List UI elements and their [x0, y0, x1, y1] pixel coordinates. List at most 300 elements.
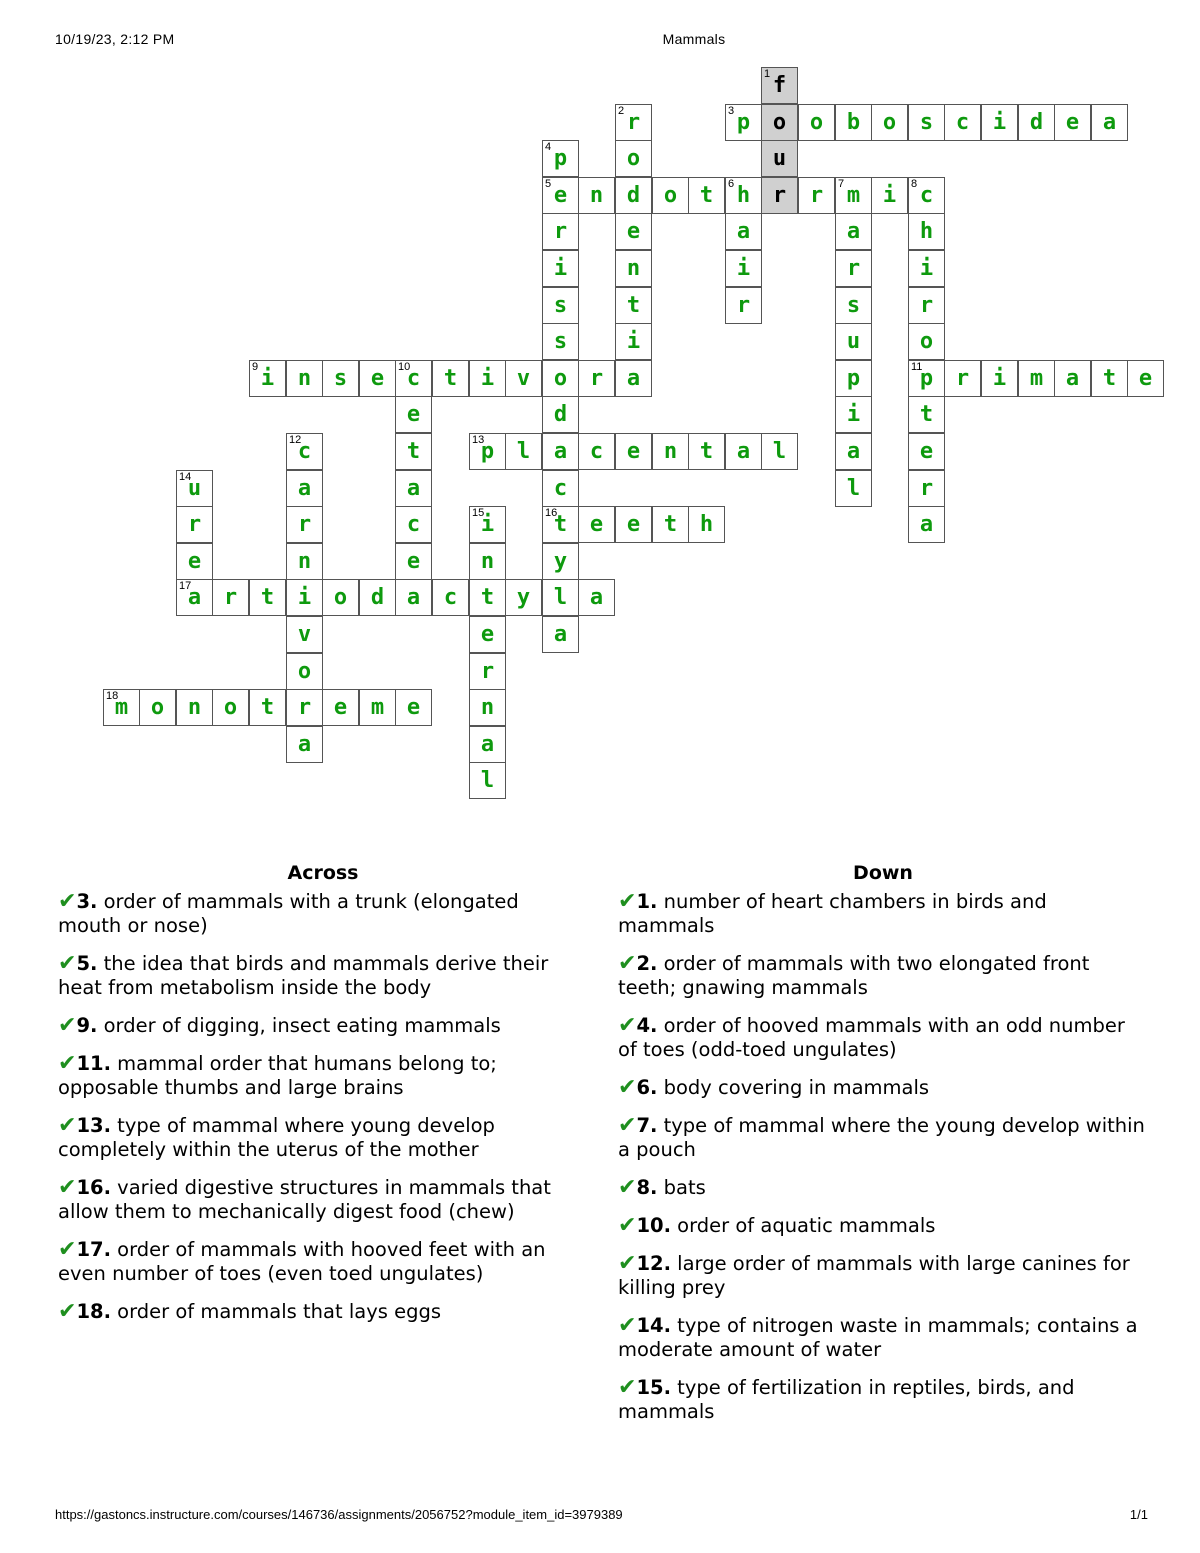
- clue-text: body covering in mammals: [657, 1076, 930, 1099]
- clue-number: 10: [398, 361, 411, 373]
- crossword-cell[interactable]: [542, 506, 579, 543]
- crossword-cell[interactable]: [212, 579, 249, 616]
- down-clue[interactable]: [618, 1014, 1148, 1062]
- clue-number: 18: [106, 690, 119, 702]
- cell-letter: i: [480, 512, 495, 537]
- across-clue[interactable]: [58, 1300, 588, 1324]
- crossword-cell[interactable]: [469, 726, 506, 763]
- across-clue[interactable]: [58, 952, 588, 1000]
- clue-number: 8.: [636, 1176, 658, 1199]
- cell-letter: r: [297, 512, 312, 537]
- crossword-cell[interactable]: [395, 506, 432, 543]
- check-icon: ✔: [618, 1313, 637, 1338]
- cell-letter: a: [846, 439, 861, 464]
- check-icon: ✔: [58, 1175, 77, 1200]
- crossword-cell[interactable]: [542, 287, 579, 324]
- crossword-cell[interactable]: [835, 396, 872, 433]
- down-clues: [618, 862, 1148, 1438]
- across-clue[interactable]: [58, 1114, 588, 1162]
- print-datetime: 10/19/23, 2:12 PM: [55, 31, 175, 47]
- crossword-cell[interactable]: [176, 506, 213, 543]
- cell-letter: i: [626, 329, 641, 354]
- cell-letter: u: [846, 329, 861, 354]
- clue-number: 5: [545, 178, 552, 190]
- crossword-cell[interactable]: [615, 506, 652, 543]
- cell-letter: r: [223, 585, 238, 610]
- crossword-cell[interactable]: [615, 104, 652, 141]
- crossword-cell[interactable]: [322, 360, 359, 397]
- cell-letter: a: [480, 732, 495, 757]
- crossword-cell[interactable]: [908, 250, 945, 287]
- crossword-cell[interactable]: [322, 689, 359, 726]
- crossword-cell[interactable]: [798, 104, 835, 141]
- cell-letter: b: [846, 110, 861, 135]
- crossword-cell[interactable]: [469, 762, 506, 799]
- cell-letter: p: [919, 366, 934, 391]
- check-icon: ✔: [618, 951, 637, 976]
- crossword-cell[interactable]: [798, 177, 835, 214]
- crossword-cell[interactable]: [286, 653, 323, 690]
- cell-letter: e: [406, 402, 421, 427]
- crossword-cell[interactable]: [542, 177, 579, 214]
- cell-letter: a: [406, 585, 421, 610]
- down-clue[interactable]: [618, 1314, 1148, 1362]
- cell-letter: t: [553, 512, 568, 537]
- crossword-cell[interactable]: [688, 433, 725, 470]
- crossword-cell[interactable]: [505, 579, 542, 616]
- cell-letter: o: [809, 110, 824, 135]
- crossword-cell[interactable]: [542, 323, 579, 360]
- cell-letter: o: [297, 659, 312, 684]
- crossword-cell[interactable]: [1127, 360, 1164, 397]
- across-heading: Across: [287, 862, 359, 884]
- cell-letter: r: [919, 476, 934, 501]
- crossword-cell[interactable]: [578, 177, 615, 214]
- crossword-cell[interactable]: [835, 104, 872, 141]
- clue-text: order of mammals with two elongated front teeth; gnawing mammals: [618, 952, 1090, 999]
- crossword-cell[interactable]: [395, 433, 432, 470]
- cell-letter: v: [516, 366, 531, 391]
- clue-number: 7: [838, 178, 845, 190]
- crossword-cell[interactable]: [249, 689, 286, 726]
- cell-letter: r: [297, 695, 312, 720]
- crossword-cell[interactable]: [688, 506, 725, 543]
- crossword-cell[interactable]: [871, 104, 908, 141]
- cell-letter: o: [663, 183, 678, 208]
- crossword-cell[interactable]: [725, 250, 762, 287]
- crossword-cell[interactable]: [944, 360, 981, 397]
- cell-letter: a: [553, 622, 568, 647]
- clue-number: 16.: [76, 1176, 111, 1199]
- down-clue[interactable]: [618, 1176, 1148, 1200]
- clue-text: mammal order that humans belong to; opposable thumbs and large brains: [58, 1052, 497, 1099]
- crossword-cell[interactable]: [432, 579, 469, 616]
- crossword-cell[interactable]: [395, 579, 432, 616]
- check-icon: ✔: [618, 1213, 637, 1238]
- clue-number: 9.: [76, 1014, 98, 1037]
- clue-text: type of mammal where young develop completely within the uterus of the mother: [58, 1114, 495, 1161]
- crossword-cell[interactable]: [578, 579, 615, 616]
- cell-letter: i: [553, 256, 568, 281]
- cell-letter: c: [297, 439, 312, 464]
- clue-number: 9: [252, 361, 259, 373]
- cell-letter: c: [406, 512, 421, 537]
- down-clue[interactable]: [618, 1376, 1148, 1424]
- cell-letter: i: [480, 366, 495, 391]
- clue-number: 11.: [76, 1052, 111, 1075]
- cell-letter: e: [553, 183, 568, 208]
- cell-letter: a: [406, 476, 421, 501]
- crossword-cell[interactable]: [615, 287, 652, 324]
- cell-letter: s: [846, 293, 861, 318]
- cell-letter: e: [919, 439, 934, 464]
- clue-number: 17: [179, 580, 192, 592]
- crossword-cell[interactable]: [176, 543, 213, 580]
- crossword-cell[interactable]: [542, 470, 579, 507]
- crossword-cell[interactable]: [286, 433, 323, 470]
- clue-text: type of fertilization in reptiles, birds, and mammals: [618, 1376, 1075, 1423]
- clue-text: large order of mammals with large canines for killing prey: [618, 1252, 1130, 1299]
- cell-letter: s: [553, 329, 568, 354]
- cell-letter: o: [882, 110, 897, 135]
- crossword-cell[interactable]: [1054, 104, 1091, 141]
- crossword-cell[interactable]: [761, 104, 798, 141]
- down-clue[interactable]: [618, 1076, 1148, 1100]
- crossword-cell[interactable]: [615, 140, 652, 177]
- crossword-cell[interactable]: [469, 506, 506, 543]
- down-clue[interactable]: [618, 1252, 1148, 1300]
- crossword-cell[interactable]: [1018, 360, 1055, 397]
- crossword-cell[interactable]: [761, 140, 798, 177]
- clue-text: type of nitrogen waste in mammals; contains a moderate amount of water: [618, 1314, 1138, 1361]
- clue-text: order of mammals with hooved feet with an even number of toes (even toed ungulates): [58, 1238, 546, 1285]
- cell-letter: l: [553, 585, 568, 610]
- crossword-cell[interactable]: [542, 543, 579, 580]
- cell-letter: r: [955, 366, 970, 391]
- across-clue[interactable]: [58, 1014, 588, 1038]
- crossword-cell[interactable]: [835, 433, 872, 470]
- crossword-cell[interactable]: [761, 177, 798, 214]
- crossword-cell[interactable]: [908, 323, 945, 360]
- cell-letter: e: [187, 549, 202, 574]
- crossword-cell[interactable]: [871, 177, 908, 214]
- cell-letter: t: [699, 439, 714, 464]
- cell-letter: p: [736, 110, 751, 135]
- cell-letter: a: [1102, 110, 1117, 135]
- cell-letter: n: [187, 695, 202, 720]
- down-clue[interactable]: [618, 890, 1148, 938]
- crossword-cell[interactable]: [469, 689, 506, 726]
- down-clue[interactable]: [618, 952, 1148, 1000]
- crossword-cell[interactable]: [578, 506, 615, 543]
- clue-text: varied digestive structures in mammals that allow them to mechanically digest food (chew): [58, 1176, 551, 1223]
- crossword-cell[interactable]: [725, 213, 762, 250]
- cell-letter: a: [736, 219, 751, 244]
- cell-letter: m: [370, 695, 385, 720]
- crossword-cell[interactable]: [286, 543, 323, 580]
- across-clue-list: [58, 890, 588, 1324]
- crossword-cell[interactable]: [725, 287, 762, 324]
- cell-letter: a: [736, 439, 751, 464]
- cell-letter: o: [150, 695, 165, 720]
- cell-letter: i: [919, 256, 934, 281]
- cell-letter: a: [187, 585, 202, 610]
- cell-letter: t: [260, 695, 275, 720]
- crossword-cell[interactable]: [835, 177, 872, 214]
- crossword-cell[interactable]: [249, 579, 286, 616]
- down-clue[interactable]: [618, 1214, 1148, 1238]
- check-icon: ✔: [618, 889, 637, 914]
- crossword-cell[interactable]: [652, 433, 689, 470]
- crossword-cell[interactable]: [1054, 360, 1091, 397]
- crossword-cell[interactable]: [835, 287, 872, 324]
- crossword-cell[interactable]: [286, 579, 323, 616]
- crossword-cell[interactable]: [286, 360, 323, 397]
- cell-letter: u: [772, 146, 787, 171]
- cell-letter: s: [553, 293, 568, 318]
- crossword-cell[interactable]: [652, 177, 689, 214]
- clue-number: 11: [911, 361, 923, 373]
- crossword-cell[interactable]: [542, 579, 579, 616]
- crossword-cell[interactable]: [432, 360, 469, 397]
- crossword-cell[interactable]: [322, 579, 359, 616]
- cell-letter: e: [406, 549, 421, 574]
- cell-letter: a: [553, 439, 568, 464]
- crossword-cell[interactable]: [542, 140, 579, 177]
- cell-letter: o: [772, 110, 787, 135]
- crossword-cell[interactable]: [615, 323, 652, 360]
- crossword-cell[interactable]: [908, 287, 945, 324]
- clue-number: 16: [545, 507, 558, 519]
- crossword-cell[interactable]: [615, 213, 652, 250]
- crossword-cell[interactable]: [542, 396, 579, 433]
- crossword-cell[interactable]: [908, 360, 945, 397]
- cell-letter: d: [553, 402, 568, 427]
- crossword-cell[interactable]: [615, 360, 652, 397]
- check-icon: ✔: [618, 1013, 637, 1038]
- cell-letter: a: [626, 366, 641, 391]
- cell-letter: m: [114, 695, 129, 720]
- clue-number: 13: [472, 434, 485, 446]
- clue-text: bats: [657, 1176, 706, 1199]
- crossword-cell[interactable]: [835, 360, 872, 397]
- crossword-cell[interactable]: [395, 396, 432, 433]
- cell-letter: a: [589, 585, 604, 610]
- crossword-cell[interactable]: [761, 433, 798, 470]
- crossword-cell[interactable]: [908, 104, 945, 141]
- check-icon: ✔: [58, 1051, 77, 1076]
- cell-letter: i: [846, 402, 861, 427]
- crossword-cell[interactable]: [615, 177, 652, 214]
- crossword-cell[interactable]: [725, 104, 762, 141]
- down-clue[interactable]: [618, 1114, 1148, 1162]
- cell-letter: a: [919, 512, 934, 537]
- crossword-cell[interactable]: [395, 689, 432, 726]
- cell-letter: c: [919, 183, 934, 208]
- crossword-cell[interactable]: [139, 689, 176, 726]
- crossword-cell[interactable]: [835, 213, 872, 250]
- clue-number: 15: [472, 507, 485, 519]
- crossword-cell[interactable]: [835, 250, 872, 287]
- cell-letter: e: [1065, 110, 1080, 135]
- cell-letter: n: [480, 695, 495, 720]
- cell-letter: n: [297, 366, 312, 391]
- crossword-cell[interactable]: [578, 433, 615, 470]
- cell-letter: e: [333, 695, 348, 720]
- cell-letter: o: [919, 329, 934, 354]
- crossword-cell[interactable]: [542, 360, 579, 397]
- cell-letter: h: [736, 183, 751, 208]
- crossword-cell[interactable]: [505, 433, 542, 470]
- cell-letter: h: [699, 512, 714, 537]
- crossword-cell[interactable]: [615, 433, 652, 470]
- cell-letter: t: [699, 183, 714, 208]
- crossword-cell[interactable]: [395, 543, 432, 580]
- cell-letter: e: [480, 622, 495, 647]
- cell-letter: m: [1029, 366, 1044, 391]
- crossword-cell[interactable]: [615, 250, 652, 287]
- cell-letter: o: [626, 146, 641, 171]
- crossword-cell[interactable]: [176, 689, 213, 726]
- cell-letter: t: [626, 293, 641, 318]
- clue-text: number of heart chambers in birds and mammals: [618, 890, 1047, 937]
- crossword-cell[interactable]: [359, 689, 396, 726]
- crossword-cell[interactable]: [1091, 360, 1128, 397]
- crossword-cell[interactable]: [176, 579, 213, 616]
- crossword-cell[interactable]: [835, 323, 872, 360]
- crossword-cell[interactable]: [286, 689, 323, 726]
- crossword-cell[interactable]: [908, 177, 945, 214]
- cell-letter: a: [846, 219, 861, 244]
- crossword-cell[interactable]: [944, 104, 981, 141]
- crossword-cell[interactable]: [908, 433, 945, 470]
- crossword-cell[interactable]: [505, 360, 542, 397]
- cell-letter: r: [187, 512, 202, 537]
- cell-letter: r: [846, 256, 861, 281]
- clue-number: 14: [179, 471, 192, 483]
- cell-letter: m: [846, 183, 861, 208]
- crossword-cell[interactable]: [249, 360, 286, 397]
- crossword-cell[interactable]: [103, 689, 140, 726]
- check-icon: ✔: [58, 1237, 77, 1262]
- cell-letter: r: [553, 219, 568, 244]
- across-clue[interactable]: [58, 1176, 588, 1224]
- crossword-cell[interactable]: [908, 396, 945, 433]
- cell-letter: u: [187, 476, 202, 501]
- crossword-cell[interactable]: [176, 470, 213, 507]
- crossword-cell[interactable]: [1018, 104, 1055, 141]
- clue-number: 12: [289, 434, 302, 446]
- crossword-cell[interactable]: [469, 579, 506, 616]
- cell-letter: c: [443, 585, 458, 610]
- crossword-cell[interactable]: [981, 360, 1018, 397]
- crossword-cell[interactable]: [542, 616, 579, 653]
- cell-letter: t: [260, 585, 275, 610]
- check-icon: ✔: [618, 1113, 637, 1138]
- check-icon: ✔: [58, 889, 77, 914]
- check-icon: ✔: [58, 1299, 77, 1324]
- cell-letter: d: [370, 585, 385, 610]
- down-heading: Down: [853, 862, 913, 884]
- cell-letter: t: [480, 585, 495, 610]
- crossword-cell[interactable]: [359, 579, 396, 616]
- cell-letter: y: [516, 585, 531, 610]
- cell-letter: s: [919, 110, 934, 135]
- clue-number: 10.: [636, 1214, 671, 1237]
- crossword-cell[interactable]: [542, 213, 579, 250]
- across-clue[interactable]: [58, 890, 588, 938]
- crossword-cell[interactable]: [908, 213, 945, 250]
- clue-number: 4: [545, 141, 552, 153]
- cell-letter: e: [626, 219, 641, 244]
- cell-letter: d: [1029, 110, 1044, 135]
- crossword-cell[interactable]: [1091, 104, 1128, 141]
- cell-letter: e: [370, 366, 385, 391]
- cell-letter: o: [333, 585, 348, 610]
- crossword-cell[interactable]: [578, 360, 615, 397]
- crossword-cell[interactable]: [981, 104, 1018, 141]
- cell-letter: n: [480, 549, 495, 574]
- clue-number: 2.: [636, 952, 658, 975]
- clue-number: 18.: [76, 1300, 111, 1323]
- clue-number: 1: [764, 68, 771, 80]
- clue-text: type of mammal where the young develop within a pouch: [618, 1114, 1145, 1161]
- crossword-cell[interactable]: [212, 689, 249, 726]
- cell-letter: e: [626, 512, 641, 537]
- clue-number: 4.: [636, 1014, 658, 1037]
- crossword-cell[interactable]: [286, 470, 323, 507]
- cell-letter: l: [846, 476, 861, 501]
- crossword-cell[interactable]: [835, 470, 872, 507]
- crossword-cell[interactable]: [542, 433, 579, 470]
- crossword-cell[interactable]: [725, 433, 762, 470]
- crossword-cell[interactable]: [395, 470, 432, 507]
- crossword-cell[interactable]: [469, 360, 506, 397]
- crossword-cell[interactable]: [469, 543, 506, 580]
- cell-letter: e: [406, 695, 421, 720]
- clue-number: 12.: [636, 1252, 671, 1275]
- crossword-cell[interactable]: [469, 653, 506, 690]
- cell-letter: l: [480, 768, 495, 793]
- cell-letter: h: [919, 219, 934, 244]
- crossword-cell[interactable]: [286, 616, 323, 653]
- cell-letter: p: [846, 366, 861, 391]
- crossword-cell[interactable]: [395, 360, 432, 397]
- clue-number: 3: [728, 105, 735, 117]
- crossword-cell[interactable]: [908, 506, 945, 543]
- cell-letter: r: [809, 183, 824, 208]
- cell-letter: e: [589, 512, 604, 537]
- crossword-cell[interactable]: [469, 433, 506, 470]
- crossword-cell[interactable]: [908, 470, 945, 507]
- crossword-cell[interactable]: [286, 726, 323, 763]
- crossword-cell[interactable]: [286, 506, 323, 543]
- crossword-cell[interactable]: [688, 177, 725, 214]
- crossword-cell[interactable]: [359, 360, 396, 397]
- crossword-cell[interactable]: [725, 177, 762, 214]
- check-icon: ✔: [58, 1113, 77, 1138]
- cell-letter: t: [919, 402, 934, 427]
- cell-letter: c: [553, 476, 568, 501]
- across-clue[interactable]: [58, 1052, 588, 1100]
- crossword-cell[interactable]: [469, 616, 506, 653]
- crossword-cell[interactable]: [652, 506, 689, 543]
- clue-text: order of digging, insect eating mammals: [97, 1014, 501, 1037]
- crossword-cell[interactable]: [761, 67, 798, 104]
- across-clue[interactable]: [58, 1238, 588, 1286]
- check-icon: ✔: [58, 951, 77, 976]
- crossword-cell[interactable]: [542, 250, 579, 287]
